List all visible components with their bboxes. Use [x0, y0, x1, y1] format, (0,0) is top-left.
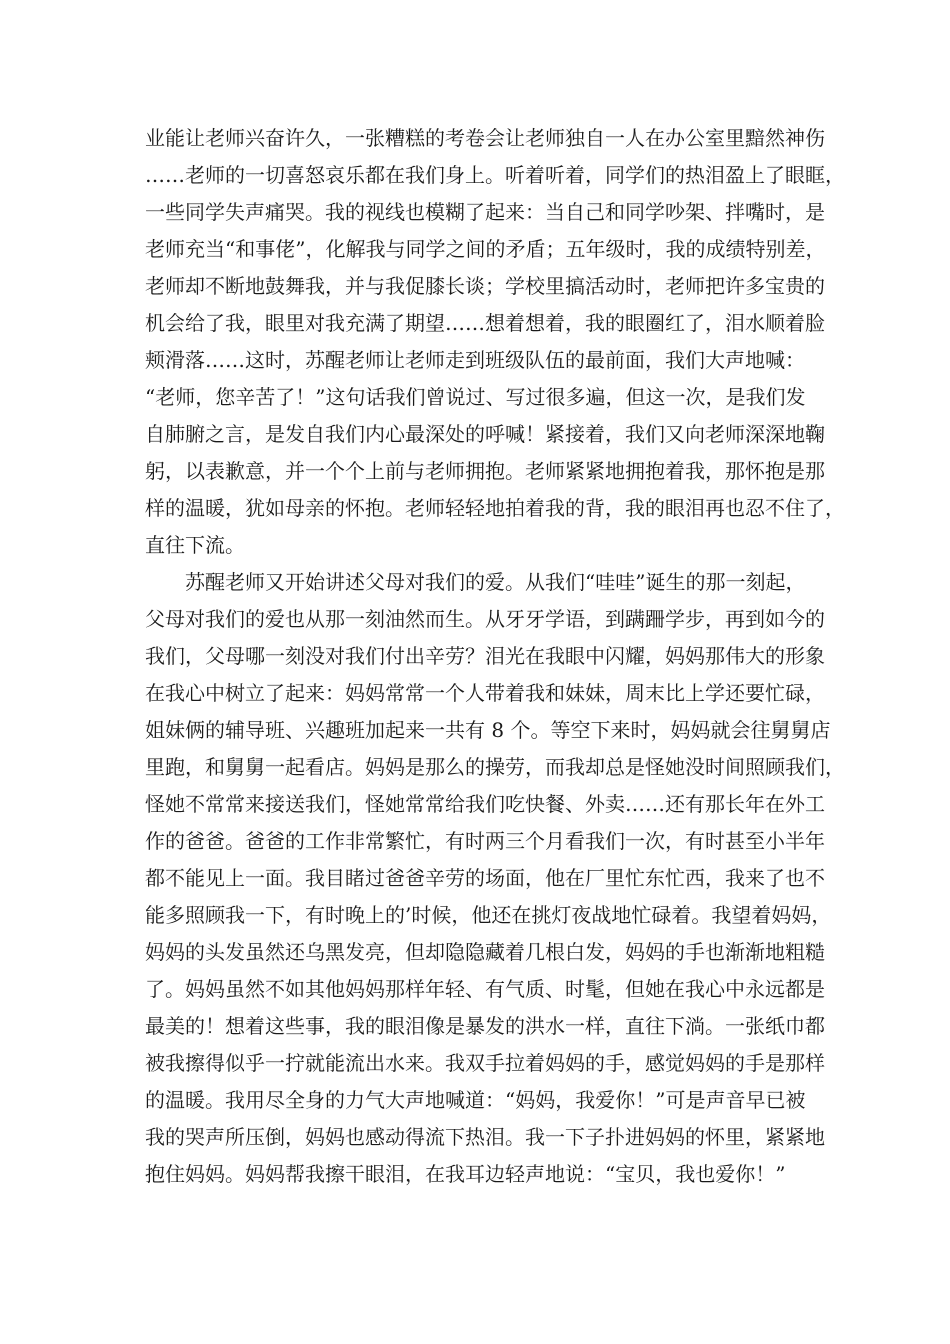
text-line: 了。妈妈虽然不如其他妈妈那样年轻、有气质、时髦，但她在我心中永远都是	[145, 977, 825, 1001]
text-line: 能多照顾我一下，有时晚上的’时候，他还在挑灯夜战地忙碌着。我望着妈妈，	[145, 903, 832, 927]
text-line: 一些同学失声痛哭。我的视线也模糊了起来：当自己和同学吵架、拌嘴时，是	[145, 200, 825, 224]
text-line: 的温暖。我用尽全身的力气大声地喊道：“妈妈，我爱你！”可是声音早已被	[145, 1088, 806, 1112]
text-line: 都不能见上一面。我目睹过爸爸辛劳的场面，他在厂里忙东忙西，我来了也不	[145, 866, 825, 890]
text-line: 被我擦得似乎一拧就能流出水来。我双手拉着妈妈的手，感觉妈妈的手是那样	[145, 1051, 825, 1075]
text-line: 抱住妈妈。妈妈帮我擦干眼泪，在我耳边轻声地说：“宝贝，我也爱你！”	[145, 1162, 786, 1186]
text-line: 最美的！想着这些事，我的眼泪像是暴发的洪水一样，直往下淌。一张纸巾都	[145, 1014, 825, 1038]
text-line: 怪她不常常来接送我们，怪她常常给我们吃快餐、外卖……还有那长年在外工	[145, 792, 825, 816]
text-line: 在我心中树立了起来：妈妈常常一个人带着我和妹妹，周末比上学还要忙碌，	[145, 681, 825, 705]
text-line: “老师，您辛苦了！”这句话我们曾说过、写过很多遍，但这一次，是我们发	[145, 385, 806, 409]
text-line: ……老师的一切喜怒哀乐都在我们身上。听着听着，同学们的热泪盈上了眼眶，	[145, 163, 845, 187]
text-line: 妈妈的头发虽然还乌黑发亮，但却隐隐藏着几根白发，妈妈的手也渐渐地粗糙	[145, 940, 825, 964]
text-line: 样的温暖，犹如母亲的怀抱。老师轻轻地拍着我的背，我的眼泪再也忍不住了，	[145, 496, 845, 520]
text-line: 里跑，和舅舅一起看店。妈妈是那么的操劳，而我却总是怪她没时间照顾我们，	[145, 755, 845, 779]
text-line: 作的爸爸。爸爸的工作非常繁忙，有时两三个月看我们一次，有时甚至小半年	[145, 829, 825, 853]
text-line: 颊滑落……这时，苏醒老师让老师走到班级队伍的最前面，我们大声地喊：	[145, 348, 805, 372]
text-line: 我们，父母哪一刻没对我们付出辛劳？泪光在我眼中闪耀，妈妈那伟大的形象	[145, 644, 825, 668]
paragraph-first-line: 苏醒老师又开始讲述父母对我们的爱。从我们“哇哇”诞生的那一刻起，	[185, 570, 806, 594]
text-line: 机会给了我，眼里对我充满了期望……想着想着，我的眼圈红了，泪水顺着脸	[145, 311, 825, 335]
text-line: 父母对我们的爱也从那一刻油然而生。从牙牙学语，到蹒跚学步，再到如今的	[145, 607, 825, 631]
text-line: 老师充当“和事佬”，化解我与同学之间的矛盾；五年级时，我的成绩特别差，	[145, 237, 826, 261]
text-line: 姐妹俩的辅导班、兴趣班加起来一共有 8 个。等空下来时，妈妈就会往舅舅店	[145, 718, 831, 742]
text-line: 业能让老师兴奋许久，一张糟糕的考卷会让老师独自一人在办公室里黯然神伤	[145, 126, 825, 150]
text-line: 自肺腑之言，是发自我们内心最深处的呼喊！紧接着，我们又向老师深深地鞠	[145, 422, 825, 446]
text-line: 老师却不断地鼓舞我，并与我促膝长谈；学校里搞活动时，老师把许多宝贵的	[145, 274, 825, 298]
text-line: 直往下流。	[145, 533, 245, 557]
text-line: 我的哭声所压倒，妈妈也感动得流下热泪。我一下子扑进妈妈的怀里，紧紧地	[145, 1125, 825, 1149]
text-line: 躬，以表歉意，并一个个上前与老师拥抱。老师紧紧地拥抱着我，那怀抱是那	[145, 459, 825, 483]
